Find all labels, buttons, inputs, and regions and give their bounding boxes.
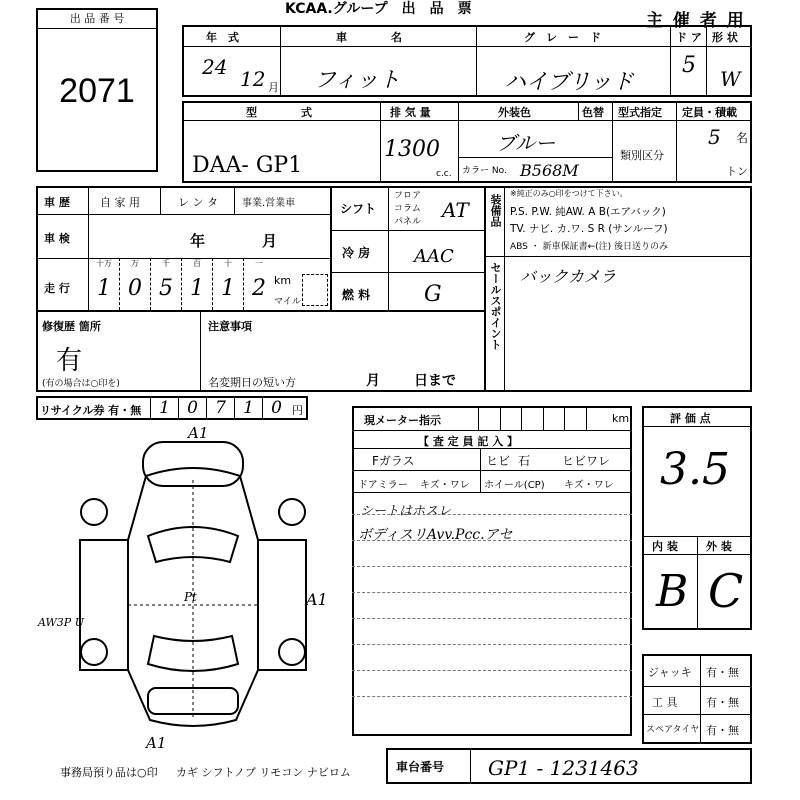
capacity-header: 定員・積載: [682, 106, 737, 119]
office-note: 事務局預り品は○印: [60, 766, 158, 779]
glass-opt-crack[interactable]: ヒビ: [486, 454, 511, 468]
mileage-digit-cell: [243, 258, 274, 310]
vehicle-info-table: [182, 25, 752, 97]
history-option-rental[interactable]: レ ン タ: [178, 196, 218, 209]
inspector-comment-1: シートはホスレ: [360, 504, 452, 519]
inspection-month-unit: 月: [262, 232, 278, 250]
month-unit: 月: [268, 81, 279, 94]
history-label: 車 歴: [44, 196, 70, 209]
repair-value: 有: [56, 346, 83, 376]
aircon-label: 冷 房: [342, 246, 371, 260]
notes-label: 注意事項: [208, 320, 252, 333]
shift-column[interactable]: コラム: [394, 204, 421, 214]
drivetrain-block: [330, 186, 486, 312]
mileage-unit-label: 千: [162, 259, 170, 268]
history-option-private[interactable]: 自 家 用: [100, 196, 140, 209]
name-change-day: 日まで: [414, 373, 456, 389]
model-code: DAA- GP1: [192, 153, 303, 178]
recycle-digit: 0: [262, 398, 290, 418]
body-type-value: W: [720, 67, 741, 91]
sales-point-value: バックカメラ: [520, 267, 617, 286]
equipment-note: ※純正のみ○印をつけて下さい。: [510, 189, 628, 198]
color-value: ブルー: [496, 131, 556, 155]
recycle-digit: 0: [178, 398, 206, 418]
recycle-digit: 1: [234, 398, 262, 418]
mileage-digit: 5: [159, 276, 173, 301]
meter-digit-cell[interactable]: [500, 408, 521, 430]
mile-unit: マイル: [274, 297, 301, 307]
spare-label: スペアタイヤ: [646, 725, 700, 735]
name-change-month: 月: [366, 373, 380, 389]
recycle-digit: 7: [206, 398, 234, 418]
equipment-line-2: TV. ナビ. カ.ワ. S R (サンルーフ): [510, 223, 668, 235]
repair-note: (有の場合は○印を): [42, 379, 120, 389]
spare-option[interactable]: 有・無: [706, 724, 739, 737]
inspection-label: 車 検: [44, 232, 70, 245]
score-label: 評 価 点: [670, 412, 711, 425]
recycle-row: [36, 396, 308, 420]
organizer-label: 主 催 者 用: [646, 11, 746, 31]
equipment-line-1: P.S. P.W. 純AW. A B(エアバック): [510, 206, 666, 218]
mileage-digit-cell: [119, 258, 150, 310]
meter-digit-cell[interactable]: [543, 408, 564, 430]
fuel-value: G: [424, 282, 442, 307]
lot-number-box: [36, 8, 158, 172]
tons-unit: トン: [726, 165, 748, 178]
recycle-digit: 1: [150, 398, 178, 418]
inspector-block: [352, 406, 632, 736]
sales-point-label: セールスポイント: [489, 262, 502, 350]
mileage-unit-label: 十: [224, 259, 232, 268]
fuel-label: 燃 料: [342, 288, 371, 302]
shift-label: シフト: [340, 202, 377, 216]
mileage-digit: 0: [128, 276, 142, 301]
grade-value: ハイブリッド: [504, 70, 634, 95]
repair-label: 修復歴 箇所: [42, 320, 101, 333]
mileage-digits: [88, 258, 274, 310]
chassis-label: 車台番号: [396, 760, 445, 774]
mileage-digit-cell: [181, 258, 212, 310]
history-block: [36, 186, 332, 312]
mileage-digit-cell: [150, 258, 181, 310]
tools-label: 工 具: [652, 696, 678, 709]
meter-digit-cell[interactable]: [564, 408, 585, 430]
tools-option[interactable]: 有・無: [706, 696, 739, 709]
color-code: B568M: [520, 161, 579, 180]
doors-value: 5: [682, 53, 696, 78]
damage-mark-roof: Pt: [184, 590, 197, 604]
inspection-year-unit: 年: [190, 232, 206, 250]
mileage-digit-cell: [212, 258, 243, 310]
mirror-option[interactable]: キズ・ワレ: [420, 480, 470, 491]
jack-label: ジャッキ: [648, 666, 692, 679]
mileage-digit: 1: [97, 276, 111, 301]
shift-value: AT: [442, 198, 469, 222]
grade-header: グ レ ー ド: [524, 31, 601, 44]
meter-digit-cell[interactable]: [521, 408, 542, 430]
shift-panel[interactable]: パネル: [394, 217, 422, 227]
extras-block: [642, 654, 752, 744]
name-change-label: 名変期日の短い方: [208, 376, 296, 389]
wheel-label: ホイール(CP): [484, 480, 545, 491]
damage-mark-top: A1: [188, 424, 209, 442]
meter-label: 現メーター指示: [364, 414, 441, 427]
auction-group-title: KCAA.グループ 出 品 票: [285, 1, 472, 17]
glass-label: Fガラス: [372, 454, 415, 468]
damage-mark-bottom: A1: [146, 734, 167, 752]
persons-unit: 名: [736, 131, 749, 145]
equipment-block: [484, 186, 752, 392]
mileage-unit-label: 十万: [96, 259, 112, 268]
meter-digit-cell[interactable]: [586, 408, 607, 430]
meter-digit-cell[interactable]: [478, 408, 499, 430]
color-change-header: 色替: [582, 106, 604, 119]
name-header: 車 名: [336, 31, 402, 44]
spec-table: [182, 101, 752, 183]
lot-number: 2071: [59, 72, 135, 110]
glass-opt-chip[interactable]: 石: [518, 454, 531, 468]
mileage-digit: 2: [252, 276, 266, 301]
body-header: 形 状: [712, 31, 738, 44]
damage-mark-right: A1: [306, 590, 328, 609]
displacement-value: 1300: [384, 137, 440, 162]
mileage-digit: 1: [221, 276, 235, 301]
mile-checkbox[interactable]: [302, 274, 328, 306]
mileage-digit-cell: [88, 258, 119, 310]
mileage-digit: 1: [190, 276, 204, 301]
equipment-label: 装備品: [489, 194, 502, 227]
recycle-label: リサイクル券 有・無: [40, 404, 142, 417]
color-header: 外装色: [498, 106, 531, 119]
model-month: 12: [240, 67, 266, 91]
inspector-comment-2: ボディスリAvv.Pcc.アセ: [358, 527, 513, 543]
interior-grade: B: [656, 566, 689, 617]
mileage-unit-label: 一: [255, 259, 263, 268]
color-no-label: カラー No.: [462, 166, 507, 176]
shift-floor[interactable]: フロア: [394, 191, 422, 201]
type-designation-header: 型式指定: [618, 106, 662, 119]
model-header: 型 式: [246, 106, 312, 119]
doors-header: ド ア: [676, 31, 702, 44]
year-header: 年 式: [206, 31, 239, 44]
exterior-grade: C: [708, 564, 744, 618]
jack-option[interactable]: 有・無: [706, 666, 739, 679]
history-option-business[interactable]: 事業.営業車: [242, 198, 296, 209]
equipment-line-3: ABS ・ 新車保証書←(注) 後日送りのみ: [510, 242, 669, 252]
interior-label: 内 装: [652, 540, 678, 553]
aircon-value: AAC: [414, 246, 454, 267]
category-label: 類別区分: [620, 149, 664, 162]
mileage-unit-label: 万: [131, 259, 139, 268]
displacement-header: 排 気 量: [390, 106, 431, 119]
capacity-persons: 5: [708, 125, 721, 149]
damage-mark-left: AW3P U: [38, 616, 84, 629]
mileage-unit-label: 百: [193, 259, 201, 268]
glass-opt-break[interactable]: ヒビワレ: [562, 454, 611, 468]
exterior-label: 外 装: [706, 540, 732, 553]
mileage-label: 走 行: [44, 282, 70, 295]
office-items: カギ シフトノブ リモコン ナビロム: [176, 766, 351, 779]
recycle-unit: 円: [292, 404, 303, 417]
recycle-digits: [150, 398, 290, 418]
score-block: [642, 406, 752, 630]
cc-unit: c.c.: [436, 169, 452, 179]
repair-notes-block: [36, 310, 486, 392]
chassis-number: GP1 - 1231463: [488, 756, 639, 780]
km-unit: km: [274, 274, 292, 287]
meter-digits: [478, 408, 608, 430]
model-year: 24: [202, 55, 228, 79]
car-name: フィット: [314, 68, 401, 93]
wheel-option[interactable]: キズ・ワレ: [564, 480, 614, 491]
chassis-row: [386, 748, 752, 784]
lot-number-label: 出 品 番 号: [38, 10, 156, 29]
mirror-label: ドアミラー: [358, 480, 408, 491]
inspector-title: 【 査 定 員 記 入 】: [418, 435, 518, 448]
score-value: 3.5: [660, 444, 730, 495]
meter-unit: km: [612, 412, 630, 425]
